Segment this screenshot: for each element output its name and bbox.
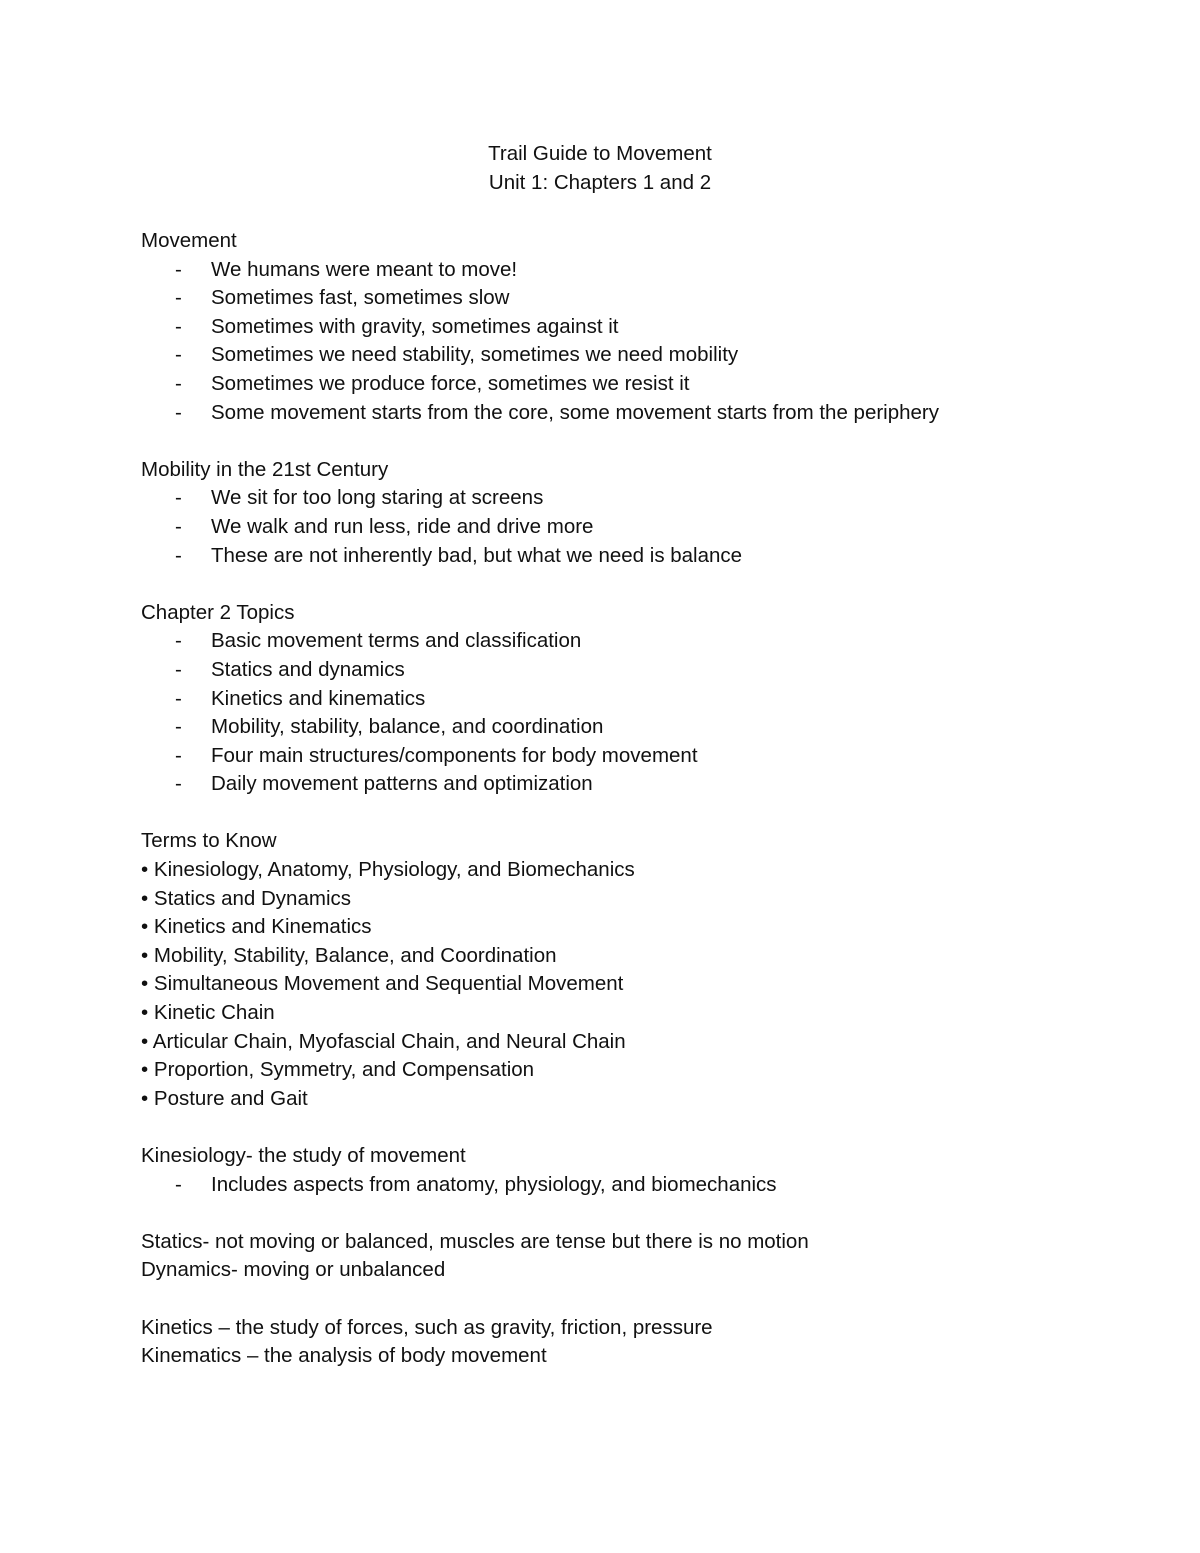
bullet-marker: • — [141, 943, 149, 967]
dash-marker: - — [175, 743, 182, 767]
dash-marker: - — [175, 772, 182, 796]
dash-marker: - — [175, 1172, 182, 1196]
bullet-item: • Mobility, Stability, Balance, and Coordination — [141, 943, 557, 967]
bullet-item: • Articular Chain, Myofascial Chain, and Neural Chain — [141, 1029, 626, 1053]
list-item: - Mobility, stability, balance, and coordination — [141, 713, 1141, 742]
list-item: - Four main structures/components for body movement — [141, 742, 1141, 771]
dash-marker: - — [175, 400, 182, 424]
spacer — [141, 1199, 1141, 1228]
bullet-item: • Kinesiology, Anatomy, Physiology, and Biomechanics — [141, 858, 635, 882]
bullet-item: • Proportion, Symmetry, and Compensation — [141, 1058, 535, 1082]
list-item: - Sometimes we need stability, sometimes we need mobility — [141, 341, 1141, 370]
dash-marker: - — [175, 314, 182, 338]
bullet-marker: • — [141, 1058, 149, 1082]
bullet-item: • Statics and Dynamics — [141, 886, 351, 910]
list-item: - Some movement starts from the core, some movement starts from the periphery — [141, 399, 1141, 428]
bullet-marker: • — [141, 1029, 149, 1053]
document-title: Trail Guide to Movement — [488, 142, 712, 165]
list-item: - These are not inherently bad, but what we need is balance — [141, 542, 1141, 571]
spacer — [141, 799, 1141, 828]
dash-marker: - — [175, 343, 182, 367]
section-heading-kinesiology: Kinesiology- the study of movement — [141, 1144, 466, 1167]
document-subtitle: Unit 1: Chapters 1 and 2 — [488, 171, 712, 194]
dash-marker: - — [175, 686, 182, 710]
list-item: - Sometimes we produce force, sometimes we resist it — [141, 370, 1141, 399]
dash-marker: - — [175, 257, 182, 281]
spacer — [141, 570, 1141, 599]
bullet-item: • Simultaneous Movement and Sequential Movement — [141, 972, 624, 996]
definition-dynamics: Dynamics- moving or unbalanced — [141, 1258, 446, 1282]
document-body — [141, 227, 1141, 1371]
bullet-marker: • — [141, 1001, 149, 1025]
bullet-item: • Kinetics and Kinematics — [141, 915, 372, 939]
list-item: - We humans were meant to move! — [141, 256, 1141, 285]
dash-marker: - — [175, 543, 182, 567]
list-item: - We walk and run less, ride and drive more — [141, 513, 1141, 542]
bullet-marker: • — [141, 972, 149, 996]
dash-marker: - — [175, 629, 182, 653]
dash-marker: - — [175, 286, 182, 310]
spacer — [141, 1285, 1141, 1314]
definition-kinematics: Kinematics – the analysis of body movement — [141, 1344, 547, 1368]
bullet-item: • Kinetic Chain — [141, 1001, 275, 1025]
list-item: - Kinetics and kinematics — [141, 685, 1141, 714]
list-item: - Includes aspects from anatomy, physiology, and biomechanics — [141, 1171, 1141, 1200]
section-heading-mobility: Mobility in the 21st Century — [141, 457, 389, 481]
dash-marker: - — [175, 514, 182, 538]
definition-kinetics: Kinetics – the study of forces, such as gravity, friction, pressure — [141, 1315, 713, 1339]
list-item: - Sometimes with gravity, sometimes against it — [141, 313, 1141, 342]
definition-statics: Statics- not moving or balanced, muscles are tense but there is no motion — [141, 1229, 809, 1253]
bullet-marker: • — [141, 858, 149, 882]
bullet-marker: • — [141, 886, 149, 910]
bullet-marker: • — [141, 915, 149, 939]
dash-marker: - — [175, 657, 182, 681]
dash-marker: - — [175, 715, 182, 739]
dash-marker: - — [175, 371, 182, 395]
list-item: - Daily movement patterns and optimization — [141, 770, 1141, 799]
section-heading-terms: Terms to Know — [141, 829, 277, 853]
bullet-item: • Posture and Gait — [141, 1086, 308, 1110]
list-item: - We sit for too long staring at screens — [141, 484, 1141, 513]
bullet-marker: • — [141, 1086, 149, 1110]
section-heading-chapter2: Chapter 2 Topics — [141, 600, 295, 624]
list-item: - Basic movement terms and classification — [141, 627, 1141, 656]
section-heading-movement: Movement — [141, 229, 237, 252]
list-item: - Sometimes fast, sometimes slow — [141, 284, 1141, 313]
spacer — [141, 1113, 1141, 1142]
dash-marker: - — [175, 486, 182, 510]
list-item: - Statics and dynamics — [141, 656, 1141, 685]
spacer — [141, 427, 1141, 456]
